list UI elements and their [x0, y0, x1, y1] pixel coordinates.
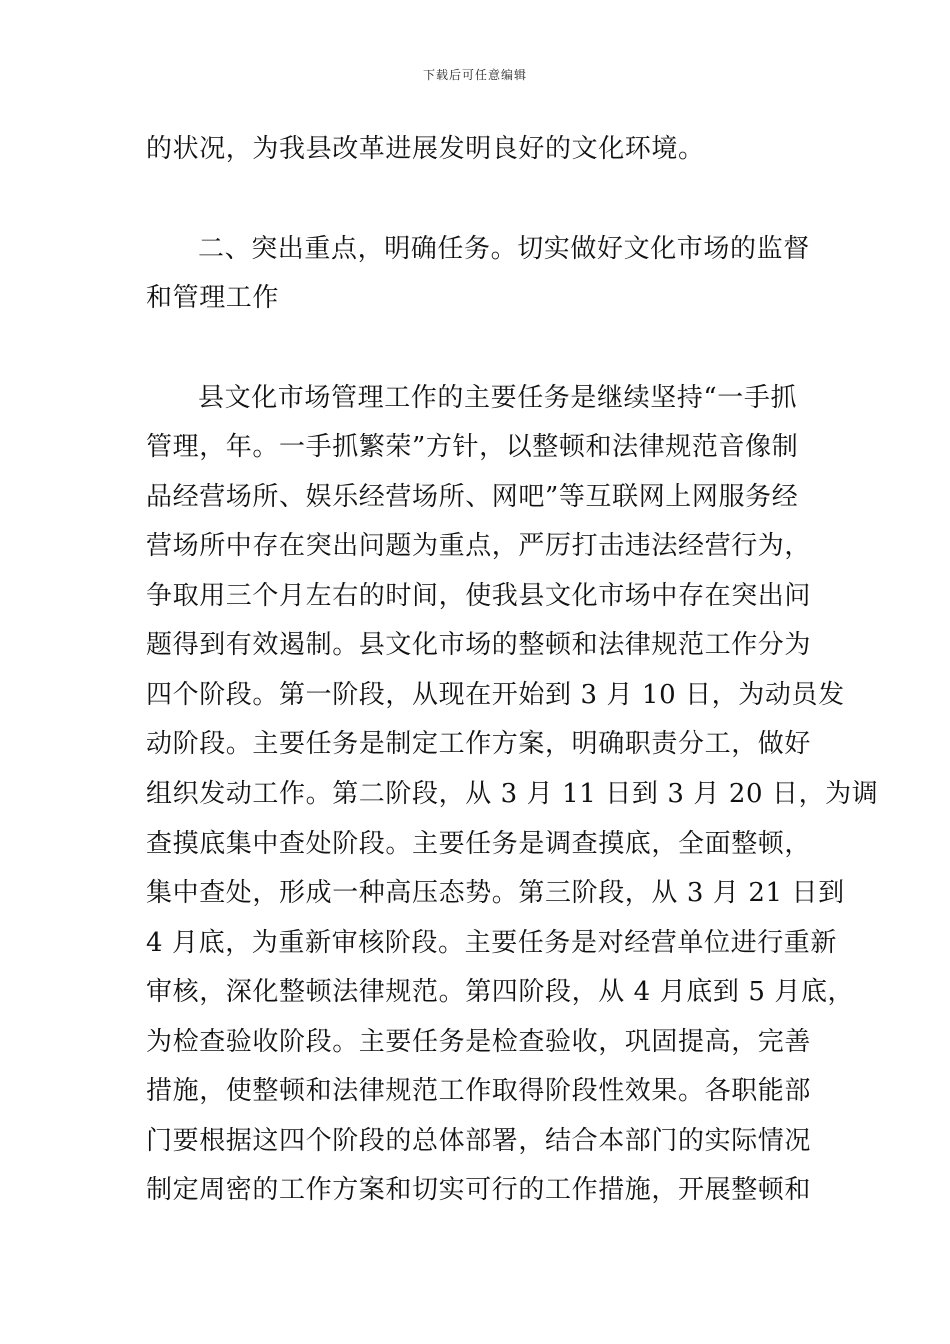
text-line: 门要根据这四个阶段的总体部署，结合本部门的实际情况 [146, 1126, 812, 1156]
text-line: 4 月底，为重新审核阶段。主要任务是对经营单位进行重新 [146, 928, 838, 958]
text-line: 题得到有效遏制。县文化市场的整顿和法律规范工作分为 [146, 630, 812, 660]
text-line: 的状况，为我县改革进展发明良好的文化环境。 [146, 134, 705, 164]
text-line: 制定周密的工作方案和切实可行的工作措施，开展整顿和 [146, 1175, 812, 1205]
text-line: 和管理工作 [146, 283, 280, 313]
text-line: 二、突出重点，明确任务。切实做好文化市场的监督 [198, 234, 810, 264]
page-header: 下载后可任意编辑 [422, 68, 527, 82]
text-line: 动阶段。主要任务是制定工作方案，明确职责分工，做好 [146, 729, 812, 759]
text-line: 县文化市场管理工作的主要任务是继续坚持“一手抓 [198, 383, 798, 413]
text-line: 查摸底集中查处阶段。主要任务是调查摸底，全面整顿， [146, 829, 812, 859]
text-line: 审核，深化整顿法律规范。第四阶段，从 4 月底到 5 月底， [146, 977, 855, 1007]
text-line: 措施，使整顿和法律规范工作取得阶段性效果。各职能部 [146, 1076, 812, 1106]
text-line: 组织发动工作。第二阶段，从 3 月 11 日到 3 月 20 日，为调 [146, 779, 879, 809]
text-line: 争取用三个月左右的时间，使我县文化市场中存在突出问 [146, 581, 812, 611]
text-line: 营场所中存在突出问题为重点，严厉打击违法经营行为， [146, 531, 812, 561]
text-line: 集中查处，形成一种高压态势。第三阶段，从 3 月 21 日到 [146, 878, 845, 908]
text-line: 四个阶段。第一阶段，从现在开始到 3 月 10 日，为动员发 [146, 680, 845, 710]
text-line: 管理，年。一手抓繁荣”方针，以整顿和法律规范音像制 [146, 432, 799, 462]
text-line: 为检查验收阶段。主要任务是检查验收，巩固提高，完善 [146, 1027, 812, 1057]
text-line: 品经营场所、娱乐经营场所、网吧”等互联网上网服务经 [146, 482, 799, 512]
